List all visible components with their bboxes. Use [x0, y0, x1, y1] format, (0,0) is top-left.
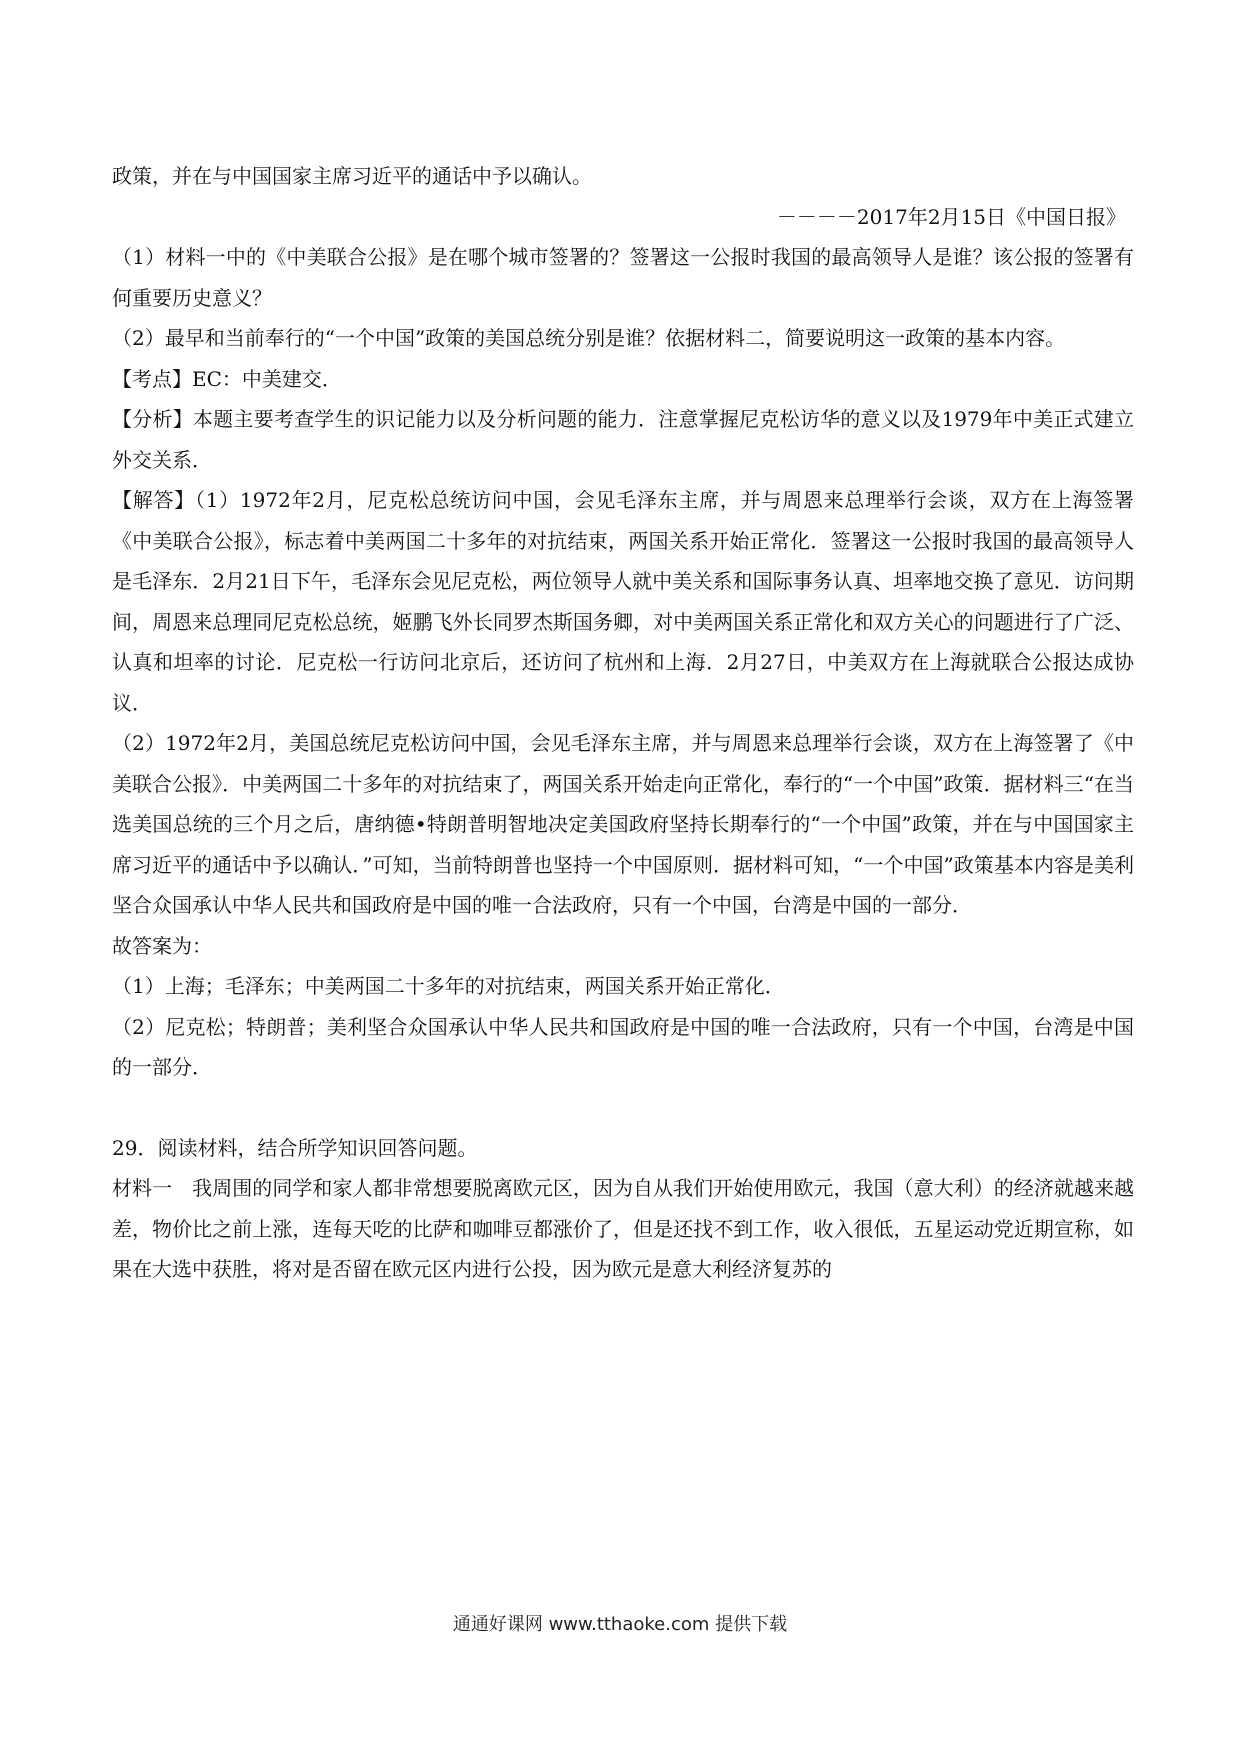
section-gap — [112, 1088, 1134, 1128]
material-continuation: 政策，并在与中国国家主席习近平的通话中予以确认。 — [112, 164, 592, 188]
final-answer-1: （1）上海；毛泽东；中美两国二十多年的对抗结束，两国关系开始正常化． — [112, 974, 785, 998]
document-body — [112, 156, 1134, 1290]
page-footer: 通通好课网 www.tthaoke.com 提供下载 — [452, 1614, 788, 1635]
source-citation: －－－－2017年2月15日《中国日报》 — [776, 204, 1126, 229]
question-29-material-1: 材料一 我周围的同学和家人都非常想要脱离欧元区，因为自从我们开始使用欧元，我国（意大利）的经济就越来越差，物价比之前上涨，连每天吃的比萨和咖啡豆都涨价了，但是还找不到工作，收入很低，五星运动党近期宣称，如果在大选中获胜，将对是否留在欧元区内进行公投，因为欧元是意大利经济复苏的 — [112, 1176, 1134, 1281]
answer-part-1: 【解答】（1）1972年2月，尼克松总统访问中国，会见毛泽东主席，并与周恩来总理举行会谈，双方在上海签署《中美联合公报》，标志着中美两国二十多年的对抗结束，两国关系开始正常化．签署这一公报时我国的最高领导人是毛泽东．2月21日下午，毛泽东会见尼克松，两位领导人就中美关系和国际事务认真、坦率地交换了意见．访问期间，周恩来总理同尼克松总统，姬鹏飞外长同罗杰斯国务卿，对中美两国关系正常化和双方关心的问题进行了广泛、认真和坦率的讨论．尼克松一行访问北京后，还访问了杭州和上海．2月27日，中美双方在上海就联合公报达成协议． — [112, 488, 1134, 715]
question-1: （1）材料一中的《中美联合公报》是在哪个城市签署的？签署这一公报时我国的最高领导人是谁？该公报的签署有何重要历史意义？ — [112, 245, 1134, 310]
question-29-title: 29．阅读材料，结合所学知识回答问题。 — [112, 1135, 478, 1160]
analysis: 【分析】本题主要考查学生的识记能力以及分析问题的能力．注意掌握尼克松访华的意义以及1979年中美正式建立外交关系． — [112, 407, 1134, 472]
final-answer-2: （2）尼克松；特朗普；美利坚合众国承认中华人民共和国政府是中国的唯一合法政府，只有一个中国，台湾是中国的一部分． — [112, 1014, 1134, 1079]
test-point: 【考点】EC：中美建交． — [112, 366, 342, 391]
answer-heading: 故答案为： — [112, 933, 212, 958]
answer-part-2: （2）1972年2月，美国总统尼克松访问中国，会见毛泽东主席，并与周恩来总理举行会谈，双方在上海签署了《中美联合公报》．中美两国二十多年的对抗结束了，两国关系开始走向正常化，奉行的“一个中国”政策．据材料三“在当选美国总统的三个月之后，唐纳德•特朗普明智地决定美国政府坚持长期奉行的“一个中国”政策，并在与中国国家主席习近平的通话中予以确认．”可知，当前特朗普也坚持一个中国原则．据材料可知，“一个中国”政策基本内容是美利坚合众国承认中华人民共和国政府是中国的唯一合法政府，只有一个中国，台湾是中国的一部分． — [112, 731, 1134, 917]
question-2: （2）最早和当前奉行的“一个中国”政策的美国总统分别是谁？依据材料二，简要说明这一政策的基本内容。 — [112, 326, 1066, 350]
